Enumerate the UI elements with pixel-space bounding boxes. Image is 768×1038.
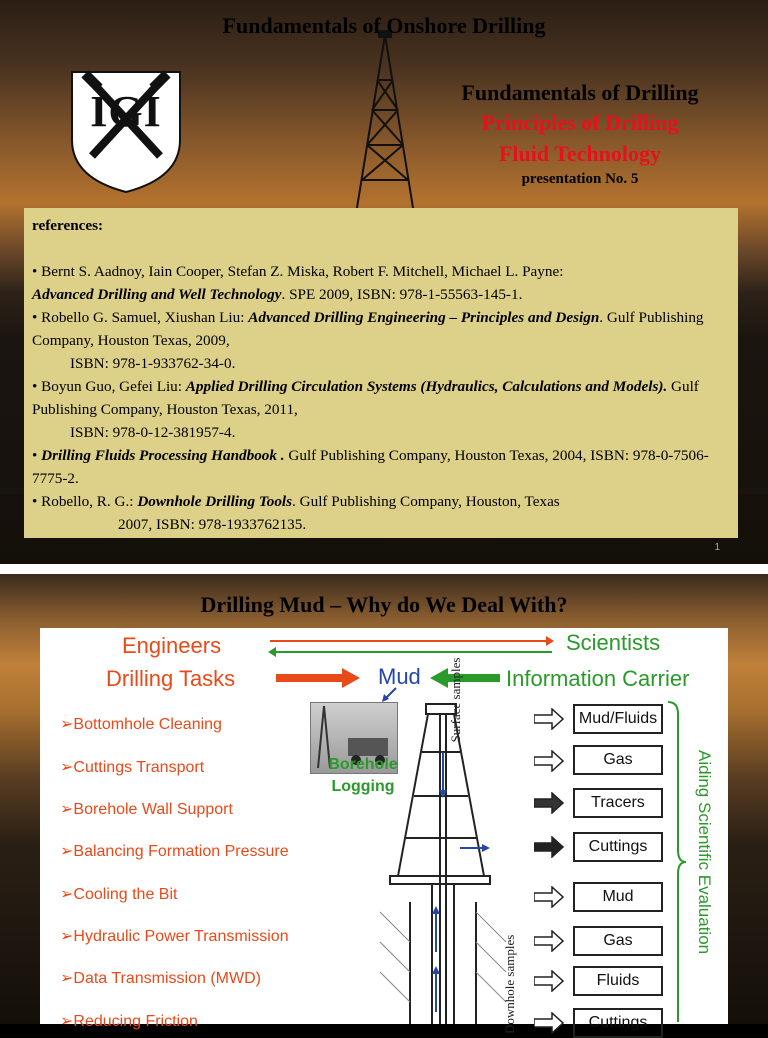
task-item: ➢Cuttings Transport (60, 759, 205, 776)
igi-logo-text: IGI (90, 87, 162, 136)
sample-box-gas: Gas (573, 745, 663, 775)
sample-box-fluids: Fluids (573, 966, 663, 996)
sample-arrow (534, 886, 564, 908)
reference-3-isbn: ISBN: 978-0-12-381957-4. (70, 424, 236, 441)
info-to-mud-arrow (430, 668, 500, 688)
tasks-to-mud-arrow (276, 668, 360, 688)
task-item: ➢Bottomhole Cleaning (60, 716, 222, 733)
references-box (24, 208, 738, 538)
sample-arrow (534, 836, 564, 858)
task-item: ➢Borehole Wall Support (60, 801, 233, 818)
downhole-samples-label: Downhole samples (502, 934, 517, 1034)
green-brace (666, 700, 688, 1024)
reference-1: • Bernt S. Aadnoy, Iain Cooper, Stefan Z. Miska, Robert F. Mitchell, Michael L. Payne: Advanced Drilling and Well Technology. SPE 2009, ISBN: 978-1-55563-145-1. (32, 263, 564, 303)
borehole-logging-label: Borehole Logging (328, 756, 398, 795)
slide-title: Fundamentals of Onshore Drilling (222, 13, 546, 38)
task-item: ➢Reducing Friction (60, 1013, 198, 1030)
page-number: 1 (714, 542, 720, 553)
sample-box-cuttings: Cuttings (573, 832, 663, 862)
sample-arrow (534, 970, 564, 992)
surface-samples-label: Surface samples (448, 657, 463, 743)
drilling-tasks-label: Drilling Tasks (106, 666, 236, 691)
scientists-label: Scientists (566, 630, 661, 655)
task-item: ➢Data Transmission (MWD) (60, 970, 261, 987)
reference-3: • Boyun Guo, Gefei Liu: Applied Drilling Circulation Systems (Hydraulics, Calculations and Models). Gulf Publishing Company, Houston Texas, 2011, (32, 378, 699, 418)
sample-arrow (534, 792, 564, 814)
engineers-scientists-arrows (268, 634, 554, 658)
sample-box-mud-fluids: Mud/Fluids (573, 704, 663, 734)
task-item: ➢Hydraulic Power Transmission (60, 928, 289, 945)
slide-separator (0, 564, 768, 574)
sample-arrow (534, 930, 564, 952)
heading-fundamentals: Fundamentals of Drilling (461, 80, 699, 105)
sample-arrow (534, 1012, 564, 1034)
reference-4: • Drilling Fluids Processing Handbook . Gulf Publishing Company, Houston Texas, 2004, ISBN: 978-0-7506-7775-2. (32, 447, 709, 487)
heading-fluid-technology: Fluid Technology (498, 141, 661, 166)
sample-box-mud: Mud (573, 882, 663, 912)
heading-principles: Principles of Drilling (481, 110, 679, 135)
sample-box-cuttings: Cuttings (573, 1008, 663, 1038)
task-item: ➢Balancing Formation Pressure (60, 843, 289, 860)
reference-5: • Robello, R. G.: Downhole Drilling Tools. Gulf Publishing Company, Houston, Texas (32, 493, 560, 510)
mud-label: Mud (378, 664, 421, 689)
sample-box-tracers: Tracers (573, 788, 663, 818)
mud-diagram (40, 628, 728, 1034)
presentation-number: presentation No. 5 (521, 171, 639, 187)
sample-arrow (534, 708, 564, 730)
aiding-scientific-evaluation-label: Aiding Scientific Evaluation (695, 750, 714, 955)
engineers-label: Engineers (122, 633, 222, 658)
information-carrier-label: Information Carrier (506, 666, 690, 691)
slide-title: Drilling Mud – Why do We Deal With? (200, 592, 568, 617)
sample-arrow (534, 750, 564, 772)
reference-2-isbn: ISBN: 978-1-933762-34-0. (70, 355, 236, 372)
references-label: references: (32, 217, 104, 234)
reference-2: • Robello G. Samuel, Xiushan Liu: Advanced Drilling Engineering – Principles and Design. Gulf Publishing Company, Houston Texas, 2009, (32, 309, 704, 349)
task-item: ➢Cooling the Bit (60, 886, 178, 903)
reference-5-isbn: 2007, ISBN: 978-1933762135. (118, 516, 307, 533)
sample-box-gas: Gas (573, 926, 663, 956)
